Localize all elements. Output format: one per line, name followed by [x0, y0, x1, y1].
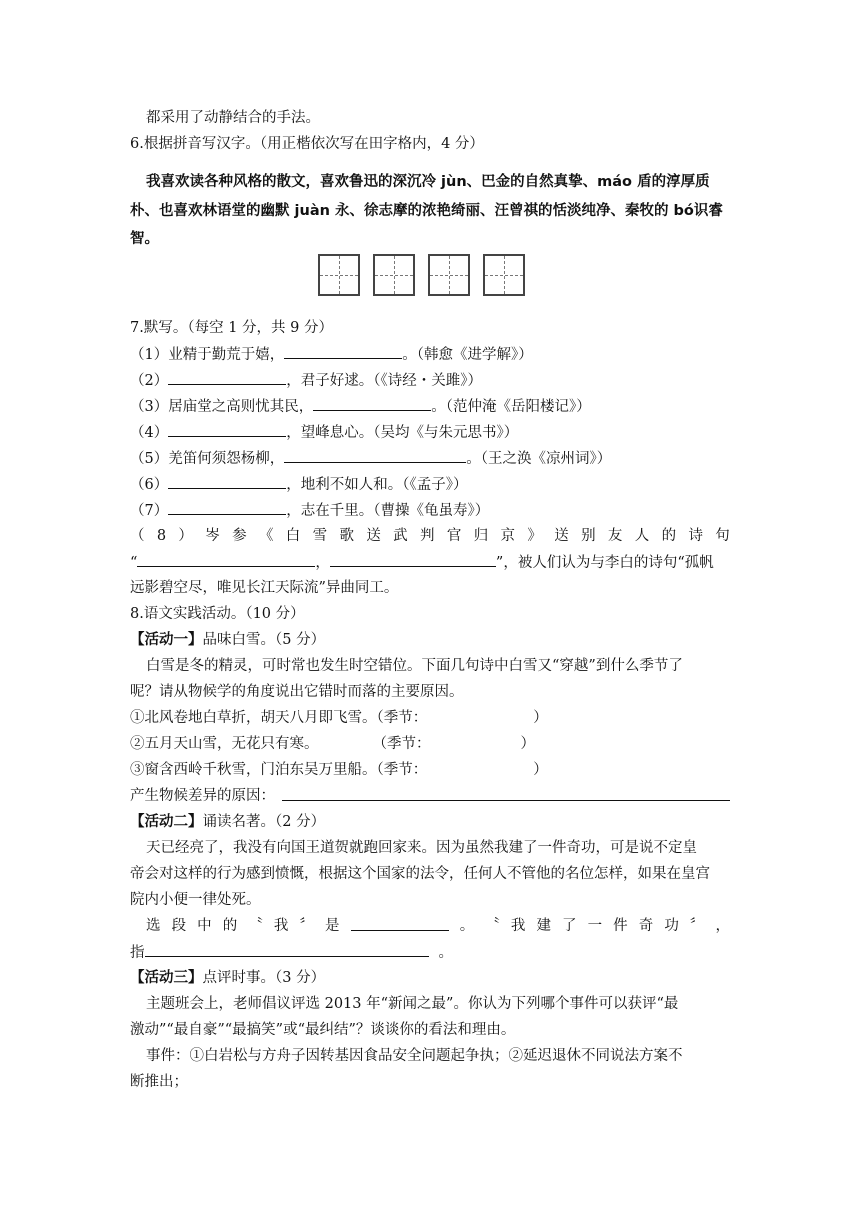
- item-text: ，: [315, 555, 330, 571]
- char: 歌: [339, 528, 354, 544]
- activity-2-question: [146, 916, 730, 936]
- item-text: 。（韩愈《进学解》）: [402, 347, 533, 363]
- item-text: 。: [438, 945, 453, 961]
- item-text: ）: [533, 762, 548, 778]
- activity-label: 【活动三】: [130, 970, 203, 986]
- answer-blank[interactable]: [168, 370, 286, 385]
- item-text: （4）: [130, 425, 169, 441]
- char: 白: [285, 528, 301, 544]
- dictation-item: [130, 448, 611, 469]
- char: 别: [581, 528, 596, 544]
- text-line: 天已经亮了，我没有向国王道贺就跑回家来。因为虽然我建了一件奇功，可是说不定皇: [146, 840, 697, 856]
- tianzige-grid-group: [318, 254, 525, 296]
- text-line: 都采用了动静结合的手法。: [146, 110, 320, 126]
- activity-text: 品味白雪。（5 分）: [202, 632, 326, 648]
- text-line: 远影碧空尽，唯见长江天际流”异曲同工。: [130, 580, 399, 596]
- char: 的: [222, 918, 238, 934]
- text-line: 事件：①白岩松与方舟子因转基因食品安全问题起争执；②延迟退休不同说法方案不: [146, 1048, 683, 1064]
- char: 判: [420, 528, 435, 544]
- text-line: 院内小便一律处死。: [130, 892, 261, 908]
- activity-label: 【活动二】: [130, 814, 203, 830]
- reason-label: 产生物候差异的原因：: [130, 788, 275, 804]
- answer-blank[interactable]: [284, 344, 402, 359]
- item-text: ）: [533, 710, 548, 726]
- poem-item: [130, 708, 548, 728]
- char: 人: [634, 528, 650, 544]
- question-7-title: 7.默写。（每空 1 分，共 9 分）: [130, 320, 333, 336]
- item-text: 指: [130, 945, 145, 961]
- item-text: ，志在千里。（曹操《龟虽寿》）: [286, 503, 490, 519]
- dictation-item: [130, 422, 518, 443]
- activity-text: 点评时事。（3 分）: [202, 970, 326, 986]
- dictation-item: [130, 500, 489, 521]
- char: 诗: [688, 528, 703, 544]
- item-text: （季节：: [372, 736, 431, 752]
- char: 了: [562, 918, 577, 934]
- char: 〞: [299, 918, 314, 934]
- text-line: 白雪是冬的精灵，可时常也发生时空错位。下面几句诗中白雪又“穿越”到什么季节了: [146, 658, 683, 674]
- question-8-title: 8.语文实践活动。（10 分）: [130, 606, 305, 622]
- item-text: （7）: [130, 503, 169, 519]
- activity-label: 【活动一】: [130, 632, 203, 648]
- item-text: ，地利不如人和。（《孟子》）: [286, 477, 468, 493]
- answer-blank[interactable]: [284, 448, 466, 463]
- char: 〝: [485, 918, 500, 934]
- item-text: （6）: [130, 477, 169, 493]
- answer-blank[interactable]: [168, 474, 286, 489]
- char: 我: [273, 918, 289, 934]
- item-text: ②五月天山雪，无花只有寒。: [130, 736, 319, 752]
- answer-blank[interactable]: [168, 500, 286, 515]
- text-line: 主题班会上，老师倡议评选 2013 年“新闻之最”。你认为下列哪个事件可以获评“最: [146, 996, 679, 1012]
- answer-blank[interactable]: [168, 422, 286, 437]
- answer-blank[interactable]: [145, 942, 429, 957]
- answer-blank[interactable]: [313, 396, 431, 411]
- dictation-item-8-line2: [130, 552, 714, 573]
- char: 一: [587, 918, 603, 934]
- activity-1-heading: [130, 630, 325, 650]
- char: 段: [171, 918, 187, 934]
- item-text: ，望峰息心。（吴均《与朱元思书》）: [286, 425, 519, 441]
- item-text: （1）业精于勤荒于嬉，: [130, 347, 285, 363]
- char: 武: [393, 528, 408, 544]
- char: 8: [156, 528, 167, 544]
- item-text: （2）: [130, 373, 169, 389]
- char: 的: [661, 528, 677, 544]
- char: 是: [325, 918, 340, 934]
- char: ，: [715, 918, 730, 934]
- char: 官: [446, 528, 462, 544]
- char: 》: [527, 528, 542, 544]
- poem-item: [130, 760, 548, 780]
- char: 中: [197, 918, 212, 934]
- item-text: ，君子好逑。（《诗经・关雎》）: [286, 373, 482, 389]
- answer-blank[interactable]: [137, 552, 315, 567]
- tianzige-cell[interactable]: [373, 254, 415, 296]
- activity-text: 诵读名著。（2 分）: [202, 814, 326, 830]
- activity-3-heading: [130, 968, 325, 988]
- char: 我: [510, 918, 526, 934]
- char: （: [130, 528, 145, 544]
- item-text: “: [130, 555, 138, 571]
- dictation-item-8-line1: [130, 526, 730, 546]
- char: 。: [459, 918, 475, 934]
- text-line: 断推出；: [130, 1074, 188, 1090]
- text-line: 呢？请从物候学的角度说出它错时而落的主要原因。: [130, 684, 464, 700]
- dictation-item: [130, 474, 467, 495]
- answer-line[interactable]: [282, 800, 730, 801]
- char: 〝: [248, 918, 263, 934]
- activity-2-question-line2: [130, 942, 453, 963]
- item-text: （3）居庙堂之高则忧其民，: [130, 399, 314, 415]
- char: 参: [232, 528, 247, 544]
- char: 句: [715, 528, 730, 544]
- char: 〞: [689, 918, 705, 934]
- char: 归: [473, 528, 489, 544]
- poem-item: [130, 734, 535, 754]
- item-text: 。（王之涣《凉州词》）: [466, 451, 612, 467]
- char: 京: [500, 528, 516, 544]
- question-6-title: 6.根据拼音写汉字。（用正楷依次写在田字格内，4 分）: [130, 136, 484, 152]
- char: 雪: [312, 528, 328, 544]
- char: 选: [146, 918, 161, 934]
- answer-blank[interactable]: [351, 916, 449, 931]
- tianzige-cell[interactable]: [318, 254, 360, 296]
- char: 岑: [205, 528, 220, 544]
- activity-2-heading: [130, 812, 325, 832]
- char: 奇: [638, 918, 654, 934]
- item-text: ）: [520, 736, 535, 752]
- char: 《: [258, 528, 274, 544]
- item-text: （5）羌笛何须怨杨柳，: [130, 451, 285, 467]
- item-text: ①北风卷地白草折，胡天八月即飞雪。（季节：: [130, 710, 428, 726]
- text-line: 激动”“最自豪”“最搞笑”或“最纠结”？谈谈你的看法和理由。: [130, 1022, 516, 1038]
- char: 送: [554, 528, 569, 544]
- text-line: 帝会对这样的行为感到愤慨，根据这个国家的法令，任何人不管他的名位怎样，如果在皇宫: [130, 866, 710, 882]
- char: 建: [536, 918, 551, 934]
- text-line: 智。: [130, 231, 159, 247]
- text-line: 朴、也喜欢林语堂的幽默 juàn 永、徐志摩的浓艳绮丽、汪曾祺的恬淡纯净、秦牧的 bó识睿: [130, 203, 723, 219]
- dictation-item: [130, 396, 591, 417]
- text-line: 我喜欢读各种风格的散文，喜欢鲁迅的深沉冷 jùn、巴金的自然真挚、máo 盾的淳厚质: [146, 174, 710, 190]
- char: 友: [607, 528, 623, 544]
- answer-blank[interactable]: [330, 552, 496, 567]
- char: 功: [664, 918, 679, 934]
- char: 件: [613, 918, 628, 934]
- tianzige-cell[interactable]: [483, 254, 525, 296]
- tianzige-cell[interactable]: [428, 254, 470, 296]
- dictation-item: [130, 370, 482, 391]
- char: ）: [178, 528, 193, 544]
- dictation-item: [130, 344, 533, 365]
- item-text: 。（范仲淹《岳阳楼记》）: [431, 399, 591, 415]
- item-text: ”，被人们认为与李白的诗句“孤帆: [495, 555, 714, 571]
- item-text: ③窗含西岭千秋雪，门泊东吴万里船。（季节：: [130, 762, 428, 778]
- char: 送: [366, 528, 381, 544]
